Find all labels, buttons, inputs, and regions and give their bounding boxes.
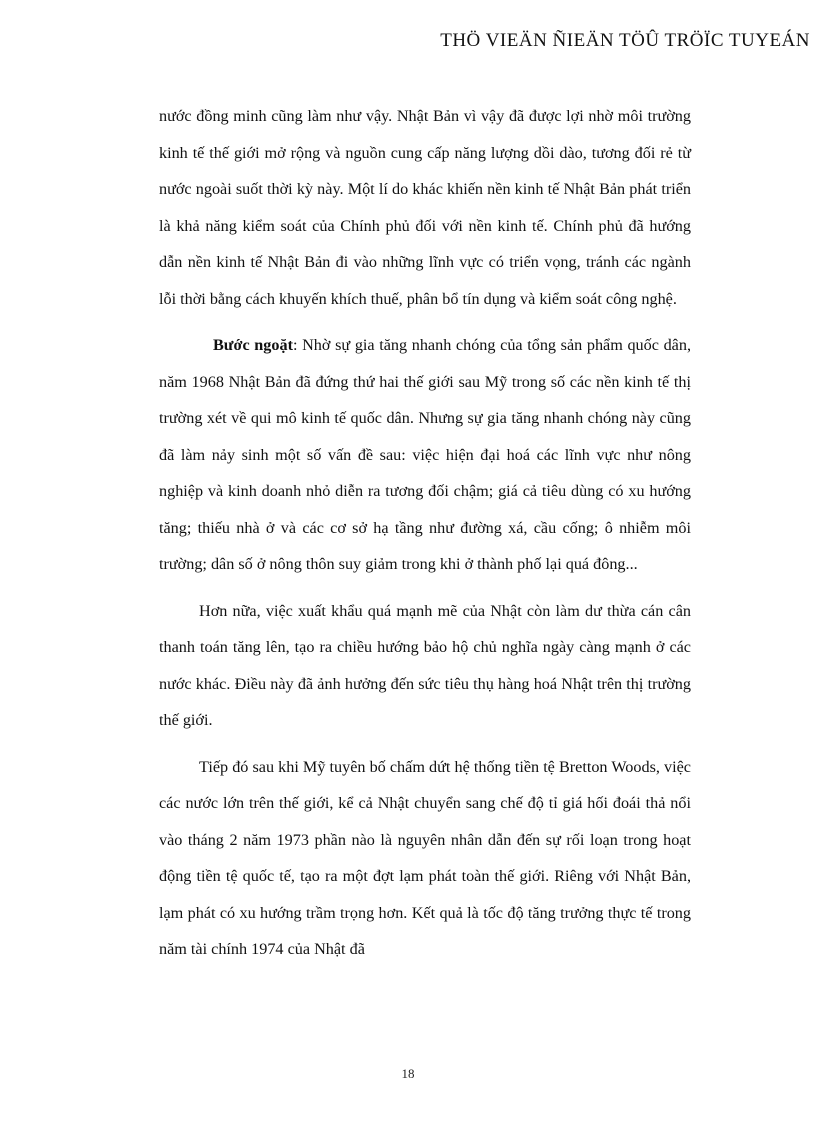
paragraph-lead-heading: Bước ngoặt [213,336,293,354]
paragraph [159,593,691,739]
paragraph-text: Hơn nữa, việc xuất khẩu quá mạnh mẽ của Nhật còn làm dư thừa cán cân thanh toán tăng lên, tạo ra chiều hướng bảo hộ chủ nghĩa ngày càng mạnh ở các nước khác. Điều này đã ảnh hưởng đến sức tiêu thụ hàng hoá Nhật trên thị trường thế giới. [159,601,691,729]
page-number: 18 [401,1066,415,1081]
paragraph [159,327,691,583]
paragraph-text: nước đồng minh cũng làm như vậy. Nhật Bản vì vậy đã được lợi nhờ môi trường kinh tế thế giới mở rộng và nguồn cung cấp năng lượng dồi dào, tương đối rẻ từ nước ngoài suốt thời kỳ này. Một lí do khác khiến nền kinh tế Nhật Bản phát triển là khả năng kiểm soát của Chính phủ đối với nền kinh tế. Chính phủ đã hướng dẫn nền kinh tế Nhật Bản đi vào những lĩnh vực có triển vọng, tránh các ngành lỗi thời bằng cách khuyến khích thuế, phân bổ tín dụng và kiểm soát công nghệ. [159,107,691,308]
running-header: THÖ VIEÄN ÑIEÄN TÖÛ TRÖÏC TUYEÁN [440,30,810,51]
body-text [159,98,691,968]
paragraph-text: : Nhờ sự gia tăng nhanh chóng của tổng sản phẩm quốc dân, năm 1968 Nhật Bản đã đứng thứ hai thế giới sau Mỹ trong số các nền kinh tế thị trường xét về qui mô kinh tế quốc dân. Nhưng sự gia tăng nhanh chóng này cũng đã làm nảy sinh một số vấn đề sau: việc hiện đại hoá các lĩnh vực như nông nghiệp và kinh doanh nhỏ diễn ra tương đối chậm; giá cả tiêu dùng có xu hướng tăng; thiếu nhà ở và các cơ sở hạ tầng như đường xá, cầu cống; ô nhiễm môi trường; dân số ở nông thôn suy giảm trong khi ở thành phố lại quá đông... [159,336,691,573]
paragraph-text: Tiếp đó sau khi Mỹ tuyên bố chấm dứt hệ thống tiền tệ Bretton Woods, việc các nước lớn trên thế giới, kể cả Nhật chuyển sang chế độ tỉ giá hối đoái thả nổi vào tháng 2 năm 1973 phần nào là nguyên nhân dẫn đến sự rối loạn trong hoạt động tiền tệ quốc tế, tạo ra một đợt lạm phát toàn thế giới. Riêng với Nhật Bản, lạm phát có xu hướng trầm trọng hơn. Kết quả là tốc độ tăng trưởng thực tế trong năm tài chính 1974 của Nhật đã [159,757,691,958]
paragraph [159,98,691,317]
paragraph [159,749,691,968]
